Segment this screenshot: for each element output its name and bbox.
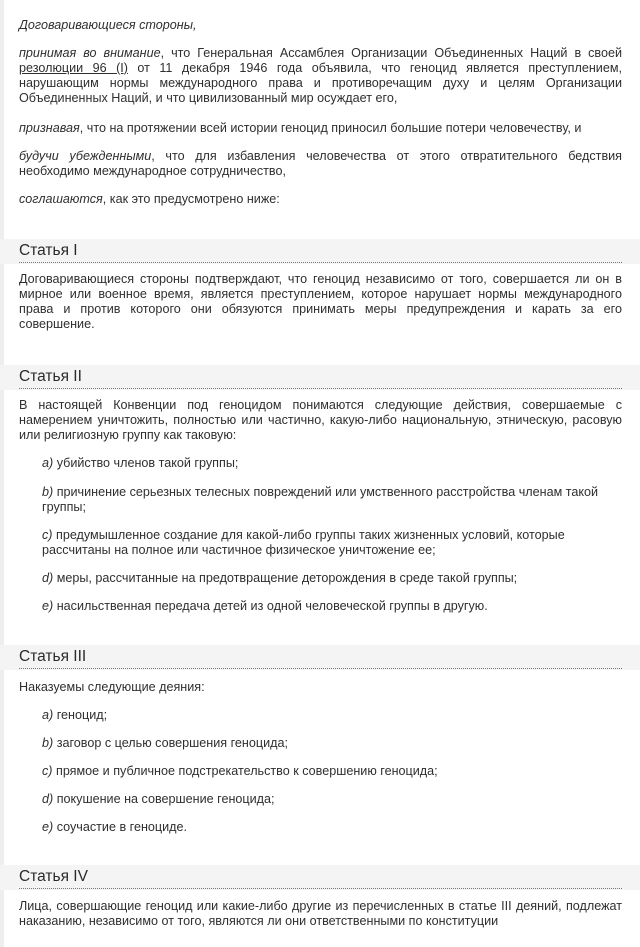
list-item-text: насильственная передача детей из одной человеческой группы в другую. xyxy=(53,599,488,613)
preamble-parties: Договаривающиеся стороны, xyxy=(19,18,197,32)
list-marker: c) xyxy=(42,764,53,778)
article-3-item-d xyxy=(42,792,622,807)
article-3-text: Наказуемы следующие деяния: xyxy=(19,680,205,694)
preamble-paragraph-4 xyxy=(19,192,622,207)
list-item-text: соучастие в геноциде. xyxy=(53,820,188,834)
article-2-item-a xyxy=(42,456,622,471)
preamble-paragraph-3 xyxy=(19,149,622,179)
list-marker: a) xyxy=(42,456,54,470)
article-1-text: Договаривающиеся стороны подтверждают, что геноцид независимо от того, совершается ли он в мирное или военное время, является преступлением, которое нарушает нормы международного права и против которого они обязуются принимать меры предупреждения и карать за его совершение. xyxy=(19,272,622,331)
preamble-p2-lead: признавая xyxy=(19,121,80,135)
article-4-text: Лица, совершающие геноцид или какие-либо другие из перечисленных в статье III деяний, подлежат наказанию, независимо от того, являются ли они ответственными по конституции xyxy=(19,899,622,928)
list-item-text: меры, рассчитанные на предотвращение деторождения в среде такой группы; xyxy=(53,571,518,585)
article-2-item-d xyxy=(42,571,622,586)
list-item-text: убийство членов такой группы; xyxy=(53,456,239,470)
list-marker: e) xyxy=(42,820,54,834)
preamble-p1-text-a: , что Генеральная Ассамблея Организации Объединенных Наций в своей xyxy=(160,46,623,60)
list-marker: b) xyxy=(42,736,54,750)
article-3-item-b xyxy=(42,736,622,751)
list-marker: d) xyxy=(42,571,54,585)
article-3-item-c xyxy=(42,764,622,779)
article-3-item-e xyxy=(42,820,622,835)
resolution-96-link[interactable]: резолюции 96 (I) xyxy=(19,61,128,75)
list-item-text: заговор с целью совершения геноцида; xyxy=(53,736,288,750)
preamble-p3-lead: будучи убежденными xyxy=(19,149,152,163)
list-item-text: геноцид; xyxy=(53,708,108,722)
preamble-p2-text: , что на протяжении всей истории геноцид приносил большие потери человечеству, и xyxy=(79,121,582,135)
list-item-text: причинение серьезных телесных повреждений или умственного расстройства членам такой группы; xyxy=(42,485,599,514)
list-marker: b) xyxy=(42,485,54,499)
preamble-p1-text-b: от 11 декабря 1946 года объявила, что геноцид является преступлением, нарушающим нормы международного права и противоречащим духу и целям Организации Объединенных Наций, и что цивилизованный мир осуждает его, xyxy=(19,61,623,105)
list-marker: e) xyxy=(42,599,54,613)
preamble-paragraph-1 xyxy=(19,46,622,106)
list-item-text: покушение на совершение геноцида; xyxy=(53,792,275,806)
preamble-p3-text: , что для избавления человечества от этого отвратительного бедствия необходимо международное сотрудничество, xyxy=(19,149,622,178)
preamble-p4-text: , как это предусмотрено ниже: xyxy=(102,192,280,206)
article-4-title: Статья IV xyxy=(19,866,622,889)
article-3-title: Статья III xyxy=(19,646,622,669)
article-2-item-b xyxy=(42,485,622,515)
list-item-text: предумышленное создание для какой-либо группы таких жизненных условий, которые рассчитаны на полное или частичное физическое уничтожение ее; xyxy=(42,528,565,557)
list-marker: c) xyxy=(42,528,53,542)
preamble-paragraph-2 xyxy=(19,121,622,136)
preamble-p4-lead: соглашаются xyxy=(19,192,103,206)
article-2-title: Статья II xyxy=(19,366,622,389)
article-2-text: В настоящей Конвенции под геноцидом понимаются следующие действия, совершаемые с намерением уничтожить, полностью или частично, какую-либо национальную, этническую, расовую или религиозную группу как таковую: xyxy=(19,398,622,442)
article-3-item-a xyxy=(42,708,622,723)
article-2-item-e xyxy=(42,599,622,614)
left-margin-rule xyxy=(0,0,4,947)
list-marker: d) xyxy=(42,792,54,806)
list-marker: a) xyxy=(42,708,54,722)
preamble-p1-lead: принимая во внимание xyxy=(19,46,161,60)
article-2-item-c xyxy=(42,528,622,558)
article-1-title: Статья I xyxy=(19,240,622,263)
list-item-text: прямое и публичное подстрекательство к совершению геноцида; xyxy=(52,764,438,778)
